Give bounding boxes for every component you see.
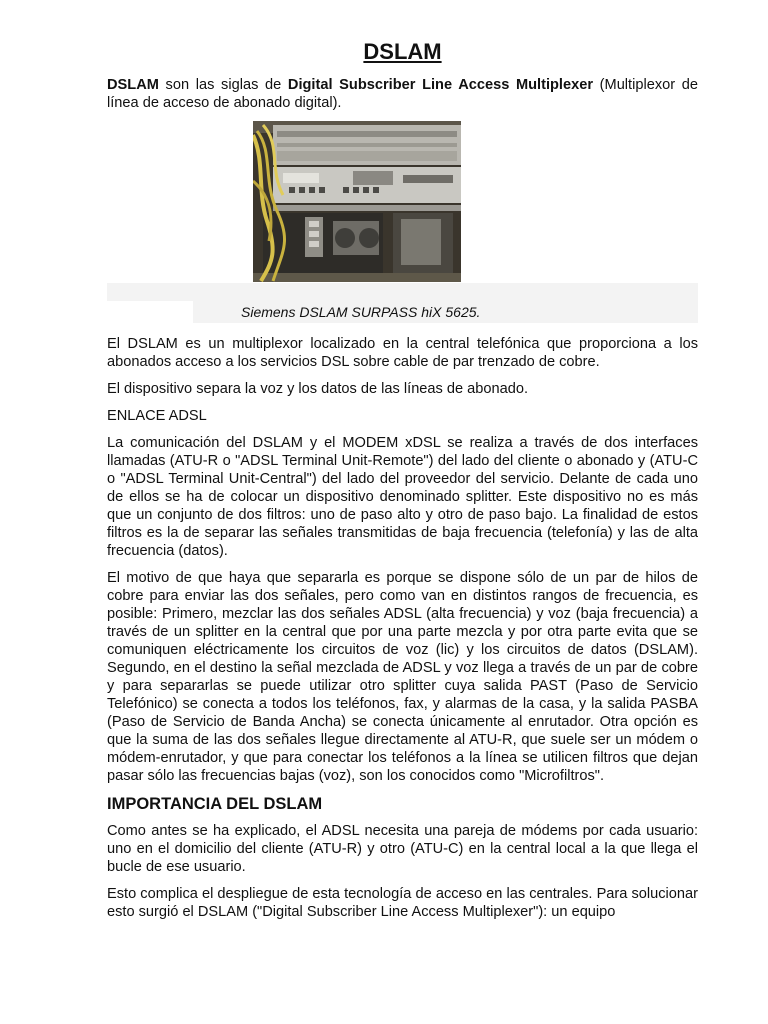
paragraph-function: El dispositivo separa la voz y los datos de las líneas de abonado. bbox=[107, 381, 529, 397]
paragraph-importancia-1: Como antes se ha explicado, el ADSL necesita una pareja de módems por cada usuario: uno en el domicilio del cliente (ATU-R) y otro (ATU-C) en la central local a la que llega el bucle de ese usuario. bbox=[107, 823, 698, 875]
paragraph-definition: El DSLAM es un multiplexor localizado en la central telefónica que proporciona a los abonados acceso a los servicios DSL sobre cable de par trenzado de cobre. bbox=[107, 336, 698, 370]
paragraph-communication: La comunicación del DSLAM y el MODEM xDSL se realiza a través de dos interfaces llamadas (ATU-R o "ADSL Terminal Unit-Remote") del lado del cliente o abonado y (ATU-C o "ADSL Terminal Unit-Central") del lado del proveedor del servicio. Delante de cada uno de ellos se ha de colocar un dispositivo denominado splitter. Este dispositivo no es más que un conjunto de dos filtros: uno de paso alto y otro de paso bajo. La finalidad de estos filtros es la de separar las señales transmitidas de baja frecuencia (telefonía) y las de alta frecuencia (datos). bbox=[107, 435, 698, 559]
section-heading: IMPORTANCIA DEL DSLAM bbox=[107, 795, 323, 813]
intro-paragraph bbox=[107, 76, 698, 112]
caption-band-top bbox=[107, 283, 698, 301]
paragraph-importancia-2: Esto complica el despliegue de esta tecnología de acceso en las centrales. Para solucionar esto surgió el DSLAM ("Digital Subscriber Line Access Multiplexer"): un equipo bbox=[107, 886, 698, 920]
intro-rest: (Multiplexor de línea de acceso de abonado digital). bbox=[107, 77, 698, 111]
intro-mid: son las siglas de bbox=[158, 77, 288, 93]
figure-caption: Siemens DSLAM SURPASS hiX 5625. bbox=[241, 304, 481, 320]
dslam-rack-image bbox=[253, 121, 461, 282]
subheading-enlace-adsl: ENLACE ADSL bbox=[107, 408, 207, 424]
intro-expansion: Digital Subscriber Line Access Multiplexer bbox=[287, 77, 594, 93]
document-page bbox=[107, 38, 698, 930]
paragraph-motivo: El motivo de que haya que separarla es porque se dispone sólo de un par de hilos de cobre para enviar las dos señales, pero como van en distintos rangos de frecuencia, es posible: Primero, mezclar las dos señales ADSL (alta frecuencia) y voz (baja frecuencia) a través de un splitter en la central que por una parte mezcla y por otra parte evita que se comuniquen eléctricamente los circuitos de voz (lic) y los circuitos de datos (DSLAM). Segundo, en el destino la señal mezclada de ADSL y voz llega a través de un par de cobre y para separarlas se puede utilizar otro splitter cuya salida PAST (Paso de Servicio Telefónico) se conecta a todos los teléfonos, fax, y alarmas de la casa, y la salida PASBA (Paso de Servicio de Banda Ancha) se conecta únicamente al enrutador. Otra opción es que la suma de las dos señales llegue directamente al ATU-R, que suele ser un módem o módem-enrutador, y que para conectar los teléfonos a la línea se utilicen filtros que dejan pasar sólo las frecuencias bajas (voz), son los conocidos como "Microfiltros". bbox=[107, 570, 698, 784]
intro-term: DSLAM bbox=[107, 77, 159, 93]
dslam-figure bbox=[107, 121, 698, 325]
dslam-photo bbox=[253, 121, 461, 282]
page-title: DSLAM bbox=[363, 39, 442, 64]
